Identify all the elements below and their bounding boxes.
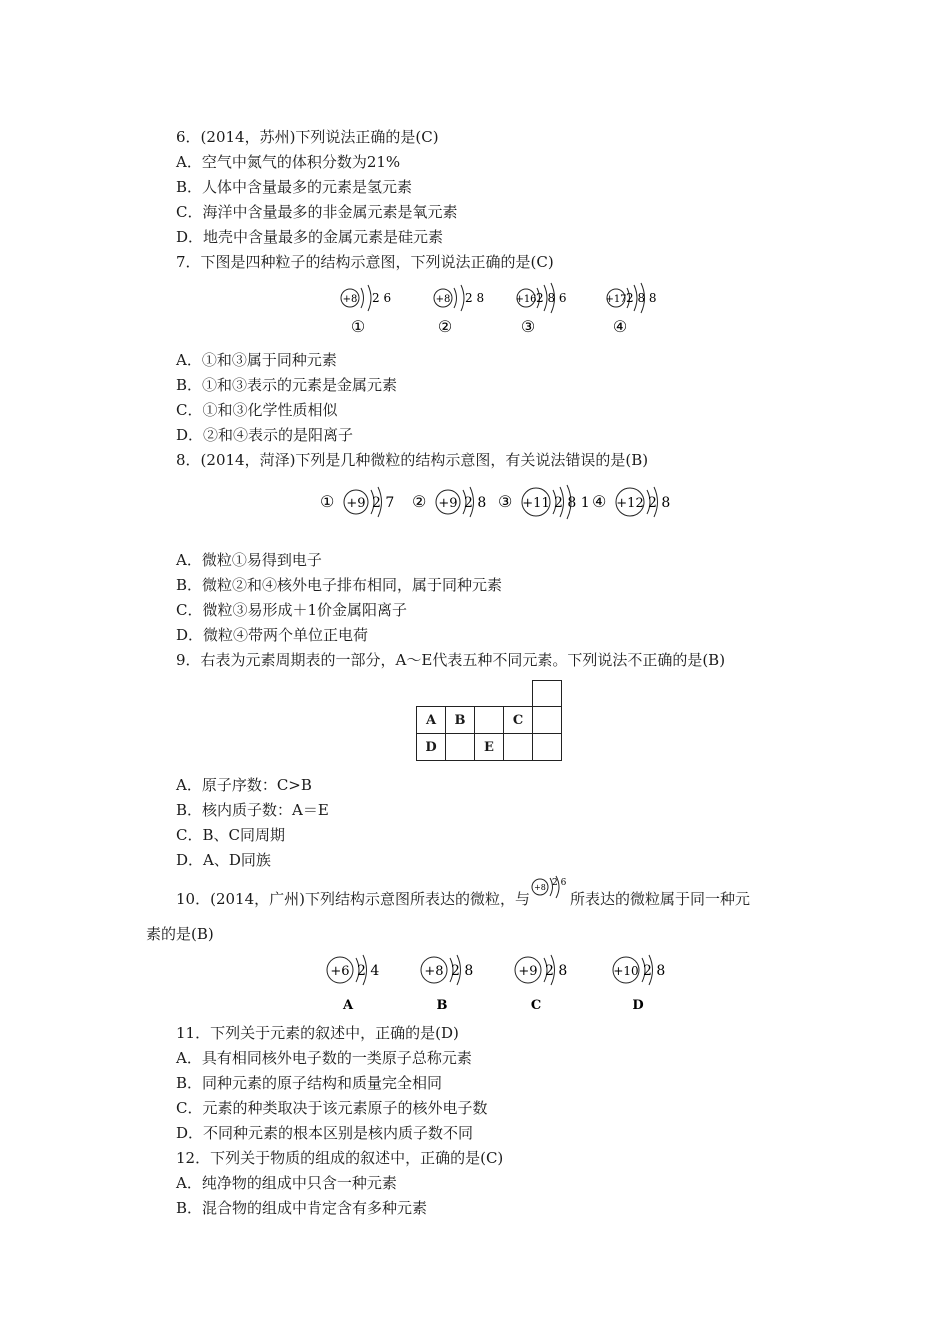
q10-atom-c-nucleus: +9 xyxy=(518,964,538,979)
q9-table-top-cell xyxy=(532,680,562,707)
q9-cell-d: D xyxy=(417,734,446,761)
q11-option-a: A．具有相同核外电子数的一类原子总称元素 xyxy=(176,1049,472,1067)
q10-atom-b xyxy=(421,955,473,1013)
q10-atom-d-shells: 2 8 xyxy=(643,963,666,979)
q8-option-b: B．微粒②和④核外电子排布相同，属于同种元素 xyxy=(176,576,503,594)
q8-atom-2-nucleus: +9 xyxy=(438,496,458,511)
q7-atom-3-shells: 2 8 6 xyxy=(536,291,567,305)
q7-option-b: B．①和③表示的元素是金属元素 xyxy=(176,376,398,394)
q7-atom-2-shells: 2 8 xyxy=(465,291,485,305)
q10-stem-after: 所表达的微粒属于同一种元 xyxy=(569,890,750,908)
q7-option-d: D．②和④表示的是阳离子 xyxy=(176,426,354,444)
q9-periodic-table xyxy=(416,706,562,761)
q7-atom-1-label: ① xyxy=(350,317,366,336)
q6-option-b: B．人体中含量最多的元素是氢元素 xyxy=(176,178,413,196)
q9-option-c: C．B、C同周期 xyxy=(176,826,285,844)
q7-option-c: C．①和③化学性质相似 xyxy=(176,401,338,419)
q8-option-a: A．微粒①易得到电子 xyxy=(176,551,322,569)
q7-atom-4-nucleus: +17 xyxy=(605,294,627,305)
q9-cell-c: C xyxy=(504,707,533,734)
q7-atom-diagrams xyxy=(330,280,660,338)
q7-atom-1-nucleus: +8 xyxy=(342,294,358,305)
q12-stem: 12．下列关于物质的组成的叙述中，正确的是(C) xyxy=(176,1149,504,1167)
q7-atom-3-label: ③ xyxy=(520,317,536,336)
q8-atom-2-label: ② xyxy=(412,492,427,511)
q12-option-b: B．混合物的组成中肯定含有多种元素 xyxy=(176,1199,428,1217)
q8-atom-1-label: ① xyxy=(320,492,335,511)
q6-option-a: A．空气中氮气的体积分数为21% xyxy=(176,153,401,171)
q10-atom-a-nucleus: +6 xyxy=(330,964,350,979)
q9-table-row-1 xyxy=(417,707,562,734)
q10-stem-before: 10．(2014，广州)下列结构示意图所表达的微粒，与 xyxy=(176,890,530,908)
q9-option-a: A．原子序数：C>B xyxy=(176,776,312,794)
q8-atom-3-nucleus: +11 xyxy=(522,496,550,511)
q9-stem: 9．右表为元素周期表的一部分，A～E代表五种不同元素。下列说法不正确的是(B) xyxy=(176,651,726,669)
q11-option-c: C．元素的种类取决于该元素原子的核外电子数 xyxy=(176,1099,488,1117)
q10-atom-c xyxy=(515,955,567,1013)
q10-atom-d xyxy=(613,955,665,1013)
q10-atom-b-label: B xyxy=(436,998,448,1013)
q10-stem-line-2: 素的是(B) xyxy=(146,925,214,943)
q9-cell-b: B xyxy=(446,707,475,734)
q8-atom-diagrams xyxy=(320,483,670,525)
q7-atom-1-shells: 2 6 xyxy=(372,291,392,305)
q8-atom-3-shells: 2 8 1 xyxy=(554,495,590,511)
q6-option-d: D．地壳中含量最多的金属元素是硅元素 xyxy=(176,228,444,246)
q7-atom-4-label: ④ xyxy=(612,317,628,336)
q8-stem: 8．(2014，菏泽)下列是几种微粒的结构示意图，有关说法错误的是(B) xyxy=(176,451,649,469)
q10-atom-a-shells: 2 4 xyxy=(357,963,380,979)
q10-atom-a xyxy=(327,955,379,1013)
q11-stem: 11．下列关于元素的叙述中，正确的是(D) xyxy=(176,1024,459,1042)
q8-atom-1-nucleus: +9 xyxy=(346,496,366,511)
q10-atom-b-shells: 2 8 xyxy=(451,963,474,979)
q10-atom-diagrams xyxy=(320,952,670,1014)
q12-option-a: A．纯净物的组成中只含一种元素 xyxy=(176,1174,397,1192)
q8-option-c: C．微粒③易形成＋1价金属阳离子 xyxy=(176,601,408,619)
q10-atom-a-label: A xyxy=(342,998,354,1013)
q8-atom-1 xyxy=(320,487,394,517)
q8-atom-4-nucleus: +12 xyxy=(616,496,644,511)
q11-option-b: B．同种元素的原子结构和质量完全相同 xyxy=(176,1074,443,1092)
q6-option-c: C．海洋中含量最多的非金属元素是氧元素 xyxy=(176,203,458,221)
q10-atom-c-shells: 2 8 xyxy=(545,963,568,979)
q7-atom-2-label: ② xyxy=(437,317,453,336)
q7-atom-2 xyxy=(434,285,484,336)
q8-atom-2 xyxy=(412,487,486,517)
q9-option-b: B．核内质子数：A＝E xyxy=(176,801,329,819)
q9-cell-empty xyxy=(475,707,504,734)
q9-cell-empty xyxy=(504,734,533,761)
q7-atom-4-shells: 2 8 8 xyxy=(626,291,657,305)
q10-atom-d-nucleus: +10 xyxy=(613,964,639,978)
q7-stem: 7．下图是四种粒子的结构示意图，下列说法正确的是(C) xyxy=(176,253,554,271)
q9-cell-empty xyxy=(533,734,562,761)
q6-stem: 6．(2014，苏州)下列说法正确的是(C) xyxy=(176,128,439,146)
q9-cell-empty xyxy=(533,707,562,734)
q8-atom-1-shells: 2 7 xyxy=(372,495,395,511)
q8-atom-4-label: ④ xyxy=(592,492,607,511)
q8-atom-2-shells: 2 8 xyxy=(464,495,487,511)
q10-stem-line-1 xyxy=(176,878,750,909)
q10-inline-atom-shells: 2 6 xyxy=(551,878,567,888)
q9-option-d: D．A、D同族 xyxy=(176,851,271,869)
q7-atom-3-nucleus: +16 xyxy=(515,294,537,305)
q7-atom-1 xyxy=(341,285,391,336)
q7-atom-2-nucleus: +8 xyxy=(435,294,451,305)
q9-cell-e: E xyxy=(475,734,504,761)
q8-option-d: D．微粒④带两个单位正电荷 xyxy=(176,626,369,644)
q11-option-d: D．不同种元素的根本区别是核内质子数不同 xyxy=(176,1124,474,1142)
q9-cell-empty xyxy=(446,734,475,761)
q7-atom-3 xyxy=(515,283,566,336)
q9-cell-a: A xyxy=(417,707,446,734)
q8-atom-3 xyxy=(498,485,590,519)
q7-atom-4 xyxy=(605,283,656,336)
q8-atom-4 xyxy=(592,487,670,517)
q9-table-row-2 xyxy=(417,734,562,761)
q10-atom-b-nucleus: +8 xyxy=(424,964,444,979)
q10-inline-atom xyxy=(530,873,570,907)
q10-atom-d-label: D xyxy=(632,998,644,1013)
q10-atom-c-label: C xyxy=(530,998,542,1013)
q8-atom-4-shells: 2 8 xyxy=(648,495,670,511)
q10-inline-atom-nucleus: +8 xyxy=(534,883,546,892)
q8-atom-3-label: ③ xyxy=(498,492,513,511)
q7-option-a: A．①和③属于同种元素 xyxy=(176,351,337,369)
